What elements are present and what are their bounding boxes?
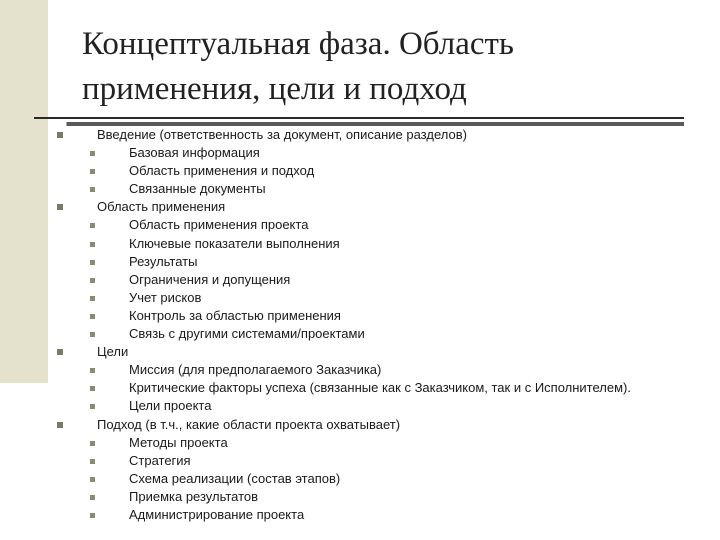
section-heading xyxy=(0,198,720,216)
list-item-text: Администрирование проекта xyxy=(129,506,305,522)
list-item xyxy=(0,144,720,162)
list-item-text: Связанные документы xyxy=(129,181,266,197)
list-item-text: Область применения проекта xyxy=(129,217,309,233)
square-bullet-icon xyxy=(90,368,95,373)
square-bullet-icon xyxy=(90,187,95,192)
square-bullet-icon xyxy=(90,296,95,301)
square-bullet-icon xyxy=(90,441,95,446)
list-item xyxy=(0,452,720,470)
list-item-text: Учет рисков xyxy=(129,289,202,305)
list-item-text: Миссия (для предполагаемого Заказчика) xyxy=(129,362,382,378)
section-heading-text: Подход (в т.ч., какие области проекта охватывает) xyxy=(97,416,401,432)
list-item xyxy=(0,488,720,506)
square-bullet-icon xyxy=(90,404,95,409)
section-heading-text: Область применения xyxy=(97,199,226,215)
square-bullet-icon xyxy=(57,349,63,355)
square-bullet-icon xyxy=(90,332,95,337)
square-bullet-icon xyxy=(90,242,95,247)
section-heading-text: Введение (ответственность за документ, описание разделов) xyxy=(97,127,467,142)
bullet-outline xyxy=(0,126,720,524)
list-item-text: Связь с другими системами/проектами xyxy=(129,326,365,342)
list-item-text: Схема реализации (состав этапов) xyxy=(129,470,341,486)
list-item xyxy=(0,397,720,415)
square-bullet-icon xyxy=(57,204,63,210)
square-bullet-icon xyxy=(57,132,63,138)
list-item xyxy=(0,235,720,253)
list-item-text: Область применения и подход xyxy=(129,163,315,179)
list-item-text: Критические факторы успеха (связанные как с Заказчиком, так и с Исполнителем). xyxy=(129,380,631,396)
section-heading-text: Цели xyxy=(97,344,129,360)
list-item-text: Методы проекта xyxy=(129,434,228,450)
list-item xyxy=(0,434,720,452)
list-item xyxy=(0,470,720,488)
square-bullet-icon xyxy=(90,386,95,391)
square-bullet-icon xyxy=(90,459,95,464)
list-item-text: Результаты xyxy=(129,253,198,269)
list-item-text: Контроль за областью применения xyxy=(129,307,341,323)
list-item xyxy=(0,307,720,325)
square-bullet-icon xyxy=(90,169,95,174)
list-item xyxy=(0,180,720,198)
list-item xyxy=(0,379,720,397)
square-bullet-icon xyxy=(90,223,95,228)
title-underline xyxy=(34,117,684,119)
list-item xyxy=(0,506,720,524)
square-bullet-icon xyxy=(90,151,95,156)
square-bullet-icon xyxy=(90,477,95,482)
square-bullet-icon xyxy=(57,422,63,428)
list-item xyxy=(0,216,720,234)
square-bullet-icon xyxy=(90,314,95,319)
list-item-text: Стратегия xyxy=(129,452,191,468)
square-bullet-icon xyxy=(90,278,95,283)
list-item xyxy=(0,253,720,271)
list-item xyxy=(0,162,720,180)
slide-title: Концептуальная фаза. Область применения, цели и подход xyxy=(82,26,514,107)
section-heading xyxy=(0,126,720,144)
list-item xyxy=(0,361,720,379)
section-heading xyxy=(0,343,720,361)
list-item xyxy=(0,325,720,343)
list-item-text: Ключевые показатели выполнения xyxy=(129,235,340,251)
list-item xyxy=(0,271,720,289)
list-item-text: Базовая информация xyxy=(129,145,260,161)
square-bullet-icon xyxy=(90,495,95,500)
list-item-text: Приемка результатов xyxy=(129,488,259,504)
square-bullet-icon xyxy=(90,260,95,265)
list-item-text: Цели проекта xyxy=(129,398,212,414)
section-heading xyxy=(0,416,720,434)
list-item-text: Ограничения и допущения xyxy=(129,271,291,287)
list-item xyxy=(0,289,720,307)
square-bullet-icon xyxy=(90,513,95,518)
